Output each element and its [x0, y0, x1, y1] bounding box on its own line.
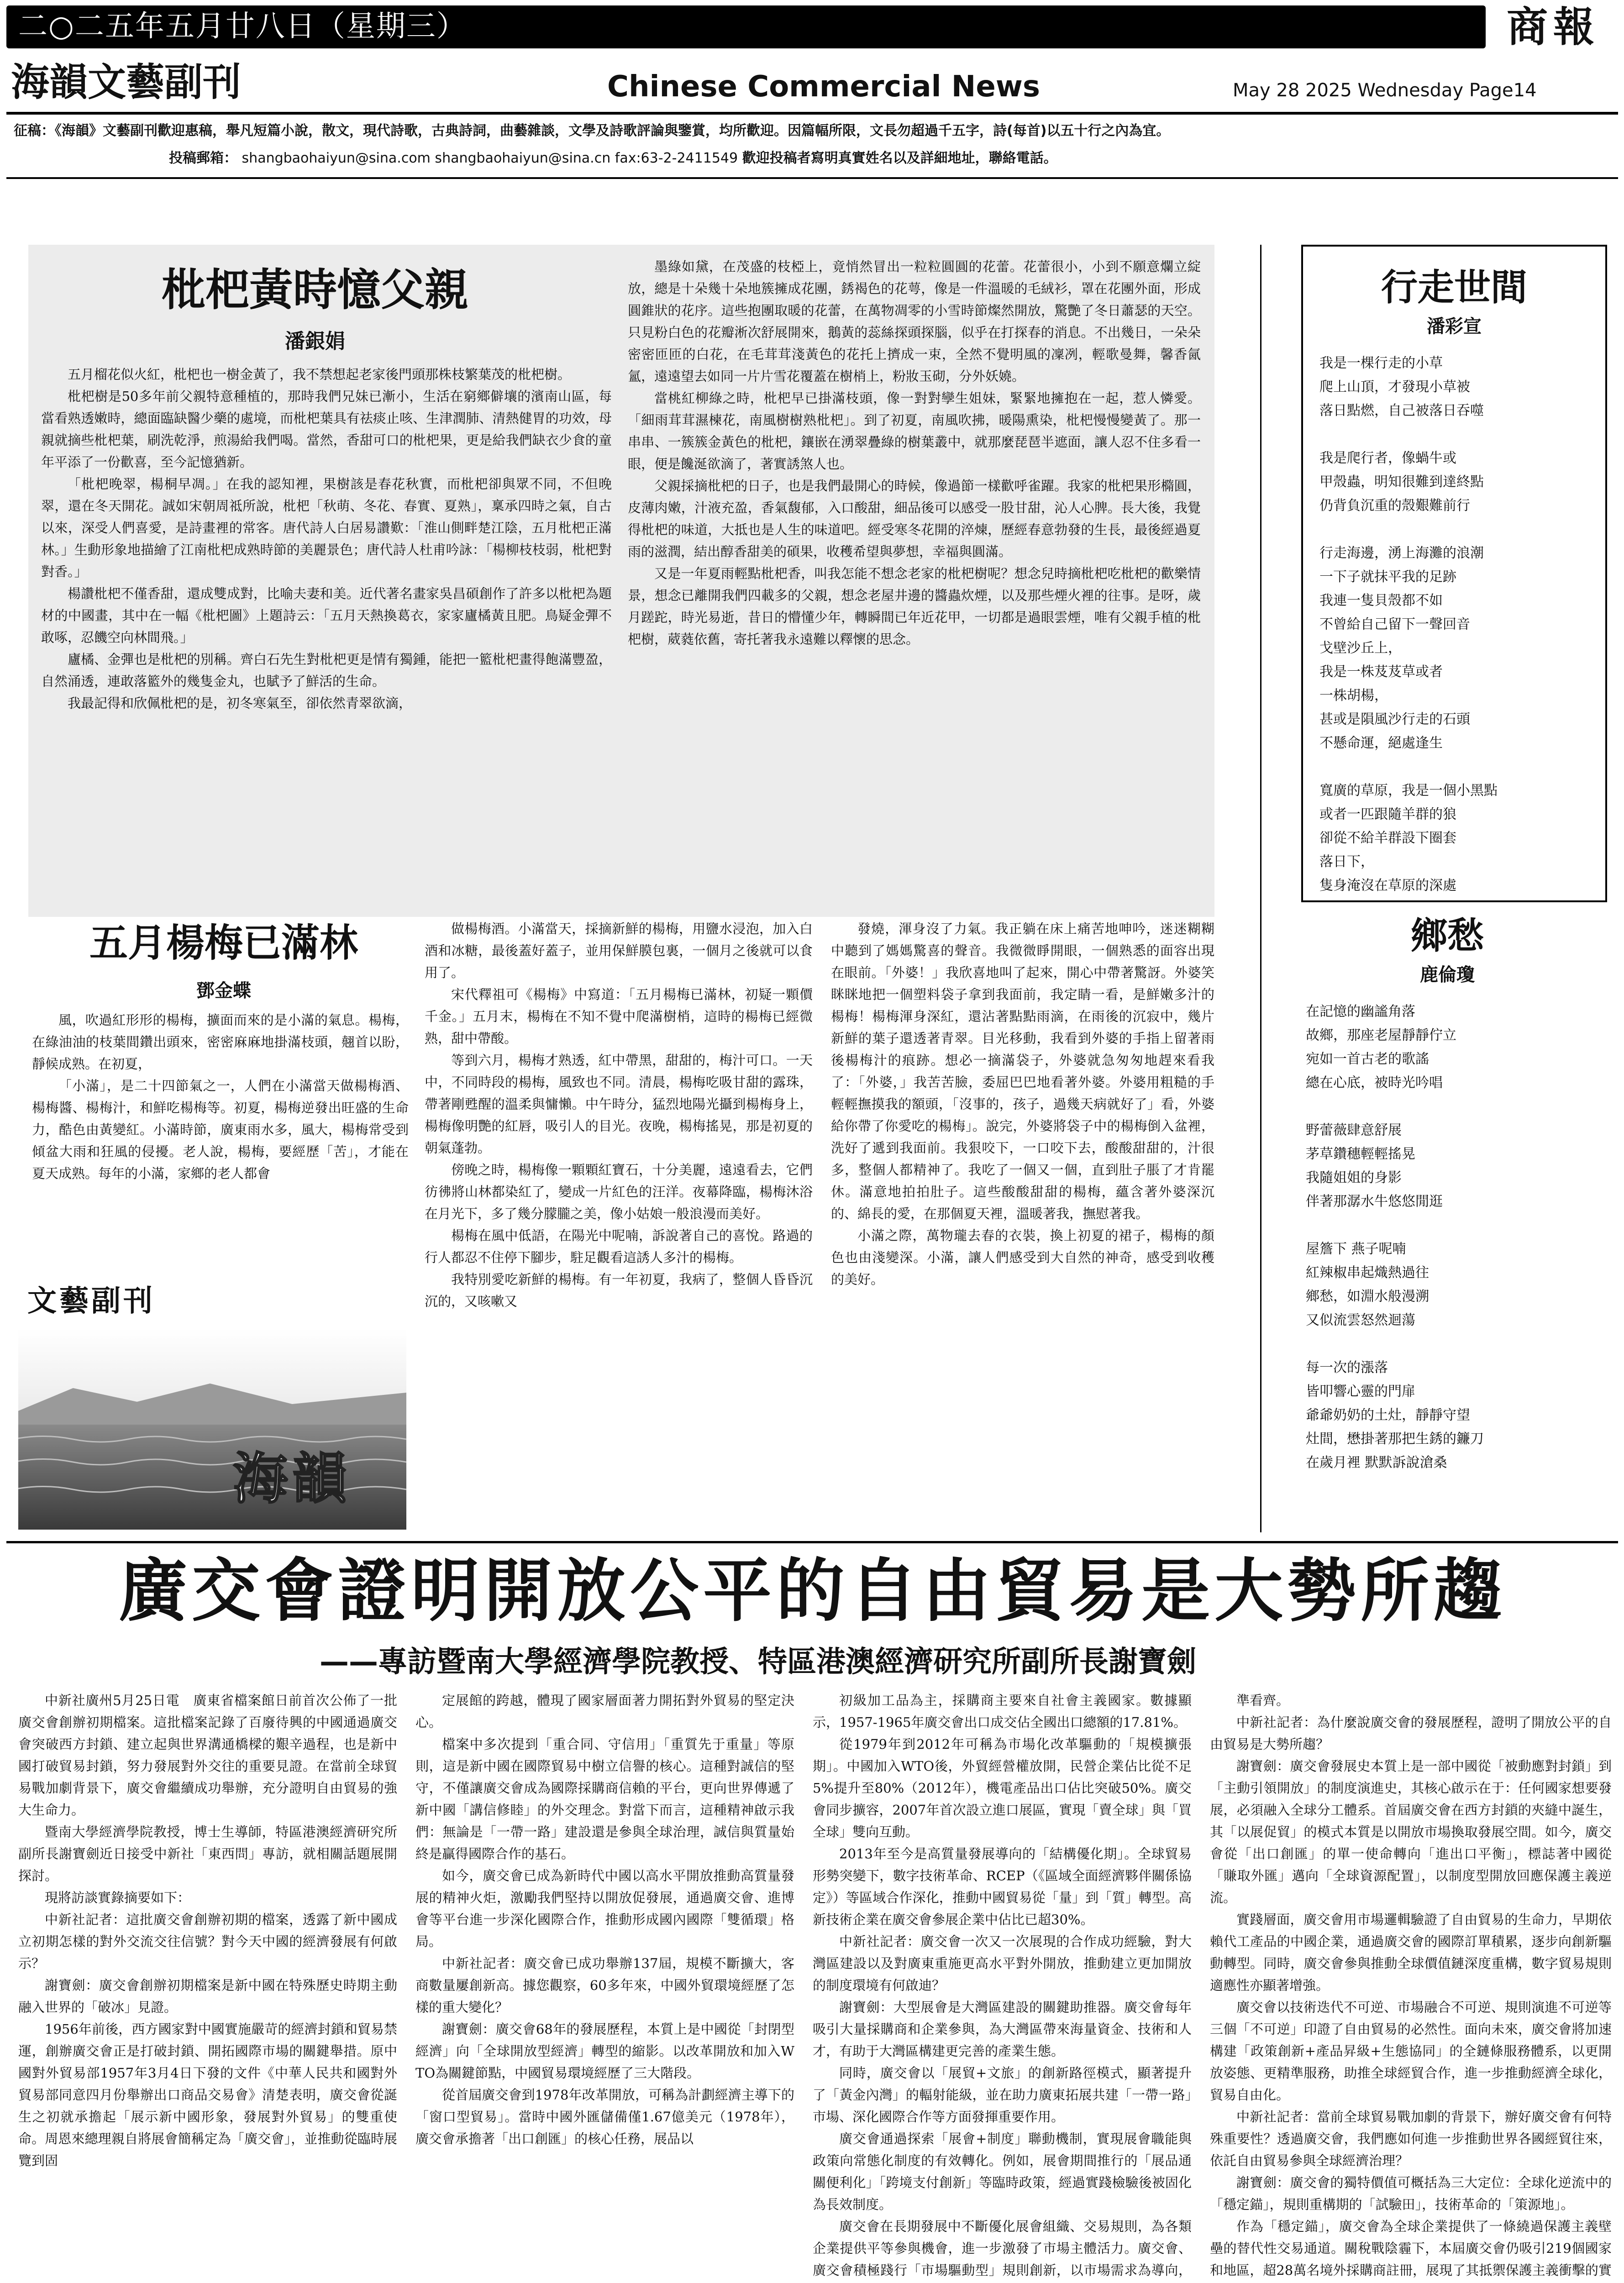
poem-line: 在歲月裡 默默訴說滄桑: [1306, 1455, 1447, 1471]
poem-line: 紅辣椒串起熾熱過往: [1306, 1265, 1429, 1281]
paragraph: 謝寶劍：廣交會發展史本質上是一部中國從「被動應對封鎖」到「主動引領開放」的制度演進史，其核心啟示在于：任何國家想要發展，必須融入全球分工體系。首屆廣交會在西方封鎖的夾縫中誕生，其「以展促貿」的模式本質是以開放市場換取發展空間。如今，廣交會從「出口創匯」的單一使命轉向「進出口平衡」，標誌著中國從「賺取外匯」邁向「全球資源配置」，以制度型開放回應保護主義逆流。: [1210, 1758, 1612, 1905]
logo-text-supplement: 文藝副刊: [27, 1284, 155, 1318]
poem-line: 茅草鑽穗輕輕搖晃: [1306, 1146, 1415, 1162]
paragraph: 發燒，渾身沒了力氣。我正躺在床上痛苦地呻吟，迷迷糊糊中聽到了媽媽驚喜的聲音。我微微睜開眼，一個熟悉的面容出現在眼前。「外婆！」我欣喜地叫了起來，開心中帶著驚訝。外婆笑眯眯地把一個塑料袋子拿到我面前，我定睛一看，是鮮嫩多汁的楊梅！楊梅渾身深紅，還沾著點點雨滴，在雨後的沉寂中，幾片新鮮的葉子還透著青翠。目光移動，我看到外婆的手指上留著雨後楊梅汁的痕跡。想必一摘滿袋子，外婆就急匆匆地趕來看我了：「外婆，」我苦苦臉，委屈巴巴地看著外婆。外婆用粗糙的手輕輕撫摸我的額頭，「沒事的，孩子，過幾天病就好了」看，外婆給你帶了你愛吃的楊梅」。說完，外婆將袋子中的楊梅倒入盆裡，洗好了遞到我面前。我狠咬下，一口咬下去，酸酸甜甜的，汁很多，整個人都精神了。我吃了一個又一個，直到肚子脹了才肯罷休。滿意地拍拍肚子。這些酸酸甜甜的楊梅，蘊含著外婆深沉的、綿長的愛，在那個夏天裡，溫暖著我，撫慰著我。: [831, 921, 1214, 1221]
article-body-loquat-col2: [628, 256, 1201, 909]
email-label: 投稿郵箱：: [169, 150, 237, 166]
paragraph: 墨綠如黛，在茂盛的枝椏上，竟悄然冒出一粒粒圓圓的花蕾。花蕾很小，小到不願意爛立綻放，總是十朵幾十朵地簇擁成花團，銹褐色的花萼，像是一件溫暖的毛絨衫，罩在花團外面，形成圓錐狀的花序。這些抱團取暖的花蕾，在萬物凋零的小雪時節燦然開放，驚艷了冬日蕭瑟的天空。只見粉白色的花瓣淅次舒展開來，鵝黃的蕊絲探頭探腦，似乎在打探春的消息。不出幾日，一朵朵密密匝匝的白花，在毛茸茸淺黃色的花托上擠成一束，全然不覺明風的凜冽，輕歌曼舞，馨香氤氳，遠遠望去如同一片片雪花覆蓋在樹梢上，粉妝玉砌，分外妖嬈。: [628, 259, 1201, 384]
poem-line: 卻從不給羊群設下圈套: [1319, 830, 1456, 846]
poem-body-walking: [1319, 352, 1598, 898]
paragraph: 楊讚枇杷不僅香甜，還成雙成對，比喻夫妻和美。近代著名畫家吳昌碩創作了許多以枇杷為題材的中國畫，其中在一幅《枇杷圖》上題詩云：「五月天熱換葛衣，家家廬橘黃且肥。鳥疑金彈不敢啄，忍饑空向林間飛。」: [41, 586, 612, 645]
edition-line: May 28 2025 Wednesday Page14: [1233, 80, 1537, 101]
poem-author-walking: 潘彩宣: [1427, 316, 1482, 337]
article-author-loquat: 潘銀娟: [285, 330, 345, 353]
paragraph: 如今，廣交會已成為新時代中國以高水平開放推動高質量發展的精神火炬，激勵我們堅持以開放促發展，通過廣交會、進博會等平台進一步深化國際合作，推動形成國內國際「雙循環」格局。: [415, 1868, 794, 1949]
article-body-loquat-col1: [41, 363, 612, 907]
column-divider: [1260, 245, 1261, 1532]
notice-rule: [6, 177, 1618, 179]
paragraph: 五月榴花似火紅，枇杷也一樹金黃了，我不禁想起老家後門頭那株枝繁葉茂的枇杷樹。: [68, 367, 571, 382]
email-note: 歡迎投稿者寫明真實姓名以及詳細地址，聯絡電話。: [742, 150, 1057, 166]
email-addresses: shangbaohaiyun@sina.com shangbaohaiyun@sina.cn fax:63-2-2411549: [242, 150, 738, 166]
literary-supplement-logo: [18, 1274, 406, 1530]
paragraph: 中新社記者：當前全球貿易戰加劇的背景下，辦好廣交會有何特殊重要性？透過廣交會，我們應如何進一步推動世界各國經貿往來，依託自由貿易參與全球經濟治理？: [1210, 2109, 1612, 2168]
poem-line: 一株胡楊，: [1319, 688, 1388, 704]
paragraph: 廣交會在長期發展中不斷優化展會組織、交易規則，為各類企業提供平等參與機會，進一步激發了市場主體活力。廣交會、廣交會積極踐行「市場驅動型」規則創新，以市場需求為導向，: [813, 2219, 1192, 2278]
paragraph: 風，吹過紅形形的楊梅，擴面而來的是小滿的氣息。楊梅，在綠油油的枝葉間鑽出頭來，密密麻麻地掛滿枝頭，翹首以盼，靜候成熟。在初夏，: [32, 1012, 409, 1072]
poem-title-nostalgia: 鄉愁: [1411, 915, 1484, 957]
paragraph: 枇杷樹是50多年前父親特意種植的，那時我們兄妹已漸小，生活在窮鄉僻壤的濱南山區，每當看熟透嫩時，總面臨缺醫少藥的處境，而枇杷葉具有祛痰止咳、生津潤肺、清熱健胃的功效，母親就摘些枇杷葉，刷洗乾淨，煎湯給我們喝。當然，香甜可口的枇杷果，更是給我們缺衣少食的童年平添了一份歡喜，至今記憶猶新。: [41, 389, 612, 470]
poem-line: 故鄉，那座老屋靜靜佇立: [1306, 1027, 1456, 1043]
poem-line: 或者一匹跟隨羊群的狼: [1319, 806, 1456, 822]
poem-line: 總在心底，被時光吟唱: [1306, 1075, 1443, 1091]
poem-line: 甲殼蟲，明知很難到達終點: [1319, 474, 1484, 490]
poem-line: 落日點燃，自己被落日吞噬: [1319, 403, 1484, 419]
article-body-bayberry-col1: [32, 1009, 409, 1265]
poem-line: 我是一棵行走的小草: [1319, 355, 1443, 371]
paragraph: 同時，廣交會以「展貿+文旅」的創新路徑模式，顯著提升了「黃金內灣」的輻射能級，並在助力廣東拓展共建「一帶一路」市場、深化國際合作等方面發揮重要作用。: [813, 2065, 1192, 2125]
feature-body-col4: [1210, 1689, 1612, 2283]
paragraph: 中新社記者：廣交會一次又一次展現的合作成功經驗，對大灣區建設以及對廣東重施更高水平對外開放，推動建立更加開放的制度環境有何啟迪？: [813, 1934, 1192, 1993]
paragraph: 楊梅在風中低語，在陽光中呢喃，訴說著自己的喜悅。路過的行人都忍不住停下腳步，駐足觀看這誘人多汁的楊梅。: [425, 1228, 813, 1265]
english-title: Chinese Commercial News: [607, 70, 1040, 104]
poem-line: 仍背負沉重的殼艱難前行: [1319, 498, 1470, 514]
article-author-bayberry: 鄧金蝶: [196, 980, 251, 1001]
poem-line: 行走海邊，湧上海灘的浪潮: [1319, 545, 1484, 561]
poem-line: 寬廣的草原，我是一個小黑點: [1319, 783, 1498, 799]
article-body-bayberry-col3: [831, 918, 1214, 1530]
poem-line: [1319, 423, 1598, 447]
paragraph: 中新社記者：廣交會已成功舉辦137屆，規模不斷擴大，客商數量屢創新高。據您觀察，60多年來，中國外貿環境經歷了怎樣的重大變化？: [415, 1956, 794, 2015]
article-title-bayberry: 五月楊梅已滿林: [89, 921, 358, 965]
poem-line: 野蕾薇肆意舒展: [1306, 1122, 1402, 1138]
poem-line: 我連一隻貝殼都不如: [1319, 593, 1443, 609]
submission-notice: 征稿：《海韻》文藝副刊歡迎惠稿，舉凡短篇小說，散文，現代詩歌，古典詩詞，曲藝雜談，文學及詩歌評論與鑒賞，均所歡迎。因篇幅所限，文長勿超過千五字，詩(每首)以五十行之內為宜。: [14, 123, 1170, 139]
paragraph: 實踐層面，廣交會用市場邏輯驗證了自由貿易的生命力，早期依賴代工產品的中國企業，通過廣交會的國際訂單積累，逐步向創新驅動轉型。同時，廣交會參與推動全球價值鏈深度重構，數字貿易規則適應性亦顯著增強。: [1210, 1912, 1612, 1993]
poem-author-nostalgia: 鹿倫瓊: [1420, 964, 1475, 985]
submission-email-line: [169, 147, 1057, 170]
paragraph: 小滿之際，萬物瓏去春的衣裝，換上初夏的裙子，楊梅的顏色也由淺變深。小滿，讓人們感受到大自然的神奇，感受到收穫的美好。: [831, 1228, 1214, 1287]
paragraph: 廣交會以技術迭代不可逆、市場融合不可逆、規則演進不可逆等三個「不可逆」印證了自由貿易的必然性。面向未來，廣交會將加速構建「政策創新+產品昇級+生態協同」的全鏈條服務體系，以更開放姿態、更精準服務，助推全球經貿合作，進一步推動經濟全球化，貿易自由化。: [1210, 1999, 1612, 2103]
poem-line: 屋簷下 燕子呢喃: [1306, 1241, 1406, 1257]
masthead-rule: [6, 112, 1618, 115]
paragraph: 父親採摘枇杷的日子，也是我們最開心的時候，像過節一樣歡呼雀躍。我家的枇杷果形橢圓，皮薄肉嫩，汁液充盈，香氣馥郁，入口酸甜，細品後可以感受一股甘甜，沁人心脾。長大後，我覺得枇杷的味道，大抵也是人生的味道吧。經受寒冬花開的淬煉，歷經春意勃發的生長，最後經過夏雨的滋潤，結出醇香甜美的碩果，收穫希望與夢想，幸福與圓滿。: [628, 478, 1201, 559]
poem-line: 伴著那潺水牛悠悠閒逛: [1306, 1194, 1443, 1210]
paragraph: 檔案中多次提到「重合同、守信用」「重質先于重量」等原則，這是新中國在國際貿易中樹立信譽的核心。這種對誠信的堅守，不僅讓廣交會成為國際採購商信賴的平台，更向世界傳遞了新中國「講信修睦」的外交理念。對當下而言，這種精神啟示我們：無論是「一帶一路」建設還是參與全球治理，誠信與質量始終是贏得國際合作的基石。: [415, 1736, 794, 1862]
poem-line: 不懸命運，絕處逢生: [1319, 735, 1443, 751]
poem-title-walking: 行走世間: [1381, 266, 1527, 309]
paragraph: 2013年至今是高質量發展導向的「結構優化期」。全球貿易形勢突變下，數字技術革命、RCEP（《區域全面經濟夥伴關係協定》）等區域合作深化，推動中國貿易從「量」到「質」轉型。高新技術企業在廣交會參展企業中佔比已超30%。: [813, 1846, 1192, 1927]
poem-line: [1319, 755, 1598, 779]
paragraph: 我特別愛吃新鮮的楊梅。有一年初夏，我病了，整個人昏昏沉沉的，又咳嗽又: [425, 1272, 813, 1309]
poem-line: 又似流雲怒然迴蕩: [1306, 1312, 1415, 1328]
paper-logo: 商報: [1507, 3, 1600, 51]
poem-line: 鄉愁，如淵水般漫溯: [1306, 1289, 1429, 1305]
paragraph: 準看齊。: [1236, 1693, 1290, 1708]
date-line: 二○二五年五月廿八日（星期三）: [18, 10, 467, 43]
paragraph: 暨南大學經濟學院教授，博士生導師，特區港澳經濟研究所副所長謝寶劍近日接受中新社「東西問」專訪，就相關話題展開探討。: [18, 1824, 397, 1883]
feature-body-col2: [415, 1689, 794, 2283]
feature-headline: 廣交會證明開放公平的自由貿易是大勢所趨: [118, 1552, 1507, 1631]
paragraph: 初級加工品為主，採購商主要來自社會主義國家。數據顯示，1957-1965年廣交會出口成交佔全國出口總額的17.81%。: [813, 1693, 1192, 1730]
poem-body-nostalgia: [1306, 1000, 1607, 1475]
paragraph: 謝寶劍：大型展會是大灣區建設的關鍵助推器。廣交會每年吸引大量採購商和企業參與，為大灣區帶來海量資金、技術和人才，有助于大灣區構建更完善的產業生態。: [813, 1999, 1192, 2059]
poem-line: 爺爺奶奶的土灶，靜靜守望: [1306, 1407, 1470, 1423]
poem-line: 隻身淹沒在草原的深處: [1319, 878, 1456, 894]
paragraph: 從首屆廣交會到1978年改革開放，可稱為計劃經濟主導下的「窗口型貿易」。當時中國外匯儲備僅1.67億美元（1978年），廣交會承擔著「出口創匯」的核心任務，展品以: [415, 2087, 794, 2146]
poem-line: 爬上山頂，才發現小草被: [1319, 379, 1470, 395]
feature-top-rule: [6, 1541, 1618, 1543]
poem-line: 我隨姐姐的身影: [1306, 1170, 1402, 1186]
article-body-bayberry-col2: [425, 918, 813, 1530]
paragraph: 作為「穩定錨」，廣交會為全球企業提供了一條繞過保護主義壁壘的替代性交易通道。關稅戰陰霾下，本屆廣交會仍吸引219個國家和地區，超28萬名境外採購商註冊，展現了其抵禦保護主義衝擊的實: [1210, 2219, 1612, 2278]
poem-line: [1306, 1095, 1607, 1119]
poem-line: [1319, 518, 1598, 542]
paragraph: 廣交會通過探索「展會+制度」聯動機制，實現展會職能與政策向常態化制度的有效轉化。例如，展會期間推行的「展品通關便利化」「跨境支付創新」等臨時政策，經過實踐檢驗後被固化為長效制度。: [813, 2131, 1192, 2212]
paragraph: 做楊梅酒。小滿當天，採摘新鮮的楊梅，用鹽水浸泡，加入白酒和冰糖，最後蓋好蓋子，並用保鮮膜包裏，一個月之後就可以食用了。: [425, 921, 813, 980]
paragraph: 當桃紅柳綠之時，枇杷早已掛滿枝頭，像一對對孿生姐妹，緊緊地擁抱在一起，惹人憐愛。「細雨茸茸濕楝花，南風樹樹熟枇杷」。到了初夏，南風吹拂，暖陽熏染，枇杷慢慢變黃了。那一串串、一簇簇金黃色的枇杷，鑲嵌在湧翠疊綠的樹葉叢中，就那麼琵琶半遮面，讓人忍不住多看一眼，便是饞涎欲滴了，著實誘煞人也。: [628, 390, 1201, 472]
poem-line: 每一次的漲落: [1306, 1360, 1388, 1376]
paragraph: 中新社記者：這批廣交會創辦初期的檔案，透露了新中國成立初期怎樣的對外交流交往信號？對今天中國的經濟發展有何啟示？: [18, 1912, 397, 1971]
paragraph: 又是一年夏雨輕點枇杷香，叫我怎能不想念老家的枇杷樹呢？想念兒時摘枇杷吃枇杷的歡樂情景，想念已離開我們四載多的父親，想念老屋井邊的醬蟲炊煙，以及那些煙火裡的往事。是呀，歲月蹉跎，時光易逝，昔日的懵懂少年，轉瞬間已年近花甲，一切都是過眼雲煙，唯有父親手植的枇杷樹，葳蕤依舊，寄托著我永遠難以釋懷的思念。: [628, 566, 1201, 647]
feature-body-col3: [813, 1689, 1192, 2283]
feature-subhead: ——專訪暨南大學經濟學院教授、特區港澳經濟研究所副所長謝寶劍: [320, 1645, 1196, 1679]
paragraph: 廬橘、金彈也是枇杷的別稱。齊白石先生對枇杷更是情有獨鍾，能把一籃枇杷畫得飽滿豐盈，自然涌透，連敢落籃外的幾隻金丸，也賦予了鮮活的生命。: [41, 652, 612, 689]
poem-line: 戈壁沙丘上，: [1319, 640, 1402, 656]
paragraph: 現將訪談實錄摘要如下：: [45, 1890, 191, 1905]
poem-line: 灶間，懋掛著那把生銹的鐮刀: [1306, 1431, 1484, 1447]
paragraph: 「小滿」，是二十四節氣之一，人們在小滿當天做楊梅酒、楊梅醬、楊梅汁，和鮮吃楊梅等。初夏，楊梅逆發出旺盛的生命力，酷色由黃變紅。小滿時節，廣東雨水多，風大，楊梅常受到傾盆大雨和狂風的侵擾。老人說，楊梅，要經歷「苦」，才能在夏天成熟。每年的小滿，家鄉的老人都會: [32, 1078, 409, 1181]
poem-line: 不曾給自己留下一聲回音: [1319, 616, 1470, 632]
poem-line: 我是爬行者，像蝸牛或: [1319, 450, 1456, 466]
column-name: 海韻文藝副刊: [11, 60, 242, 105]
paragraph: 我最記得和欣佩枇杷的是，初冬寒氣至，卻依然青翠欲滴，: [68, 695, 412, 711]
poem-line: [1306, 1214, 1607, 1237]
paragraph: 宋代釋祖可《楊梅》中寫道：「五月楊梅已滿林，初疑一顆價千金。」五月末，楊梅在不知不覺中爬滿樹梢，這時的楊梅已經微熟，甜中帶酸。: [425, 987, 813, 1046]
poem-line: 宛如一首古老的歌謠: [1306, 1051, 1429, 1067]
poem-line: 一下子就抹平我的足跡: [1319, 569, 1456, 585]
article-title-loquat: 枇杷黃時憶父親: [162, 264, 468, 316]
poem-line: [1306, 1332, 1607, 1356]
paragraph: 傍晚之時，楊梅像一顆顆紅寶石，十分美麗，遠遠看去，它們彷彿將山林都染紅了，變成一片紅色的汪洋。夜幕降臨，楊梅沐浴在月光下，多了幾分朦朧之美，像小姑娘一般浪漫而美好。: [425, 1162, 813, 1221]
logo-text-haiyun: 海韻: [233, 1447, 352, 1511]
poem-line: 落日下，: [1319, 854, 1374, 870]
poem-line: 在記憶的幽謐角落: [1306, 1004, 1415, 1020]
poem-line: 皆叩響心靈的門扉: [1306, 1383, 1415, 1399]
paragraph: 謝寶劍：廣交會創辦初期檔案是新中國在特殊歷史時期主動融入世界的「破冰」見證。: [18, 1978, 397, 2015]
feature-body-col1: [18, 1689, 397, 2283]
paragraph: 「枇杷晚翠，楊桐早凋。」在我的認知裡，果樹該是春花秋實，而枇杷卻與眾不同，不但晚翠，還在冬天開花。誠如宋朝周祗所說，枇杷「秋萌、冬花、春實、夏熟」，稟承四時之氣，自古以來，深受人們喜愛，是詩畫裡的常客。唐代詩人白居易讚歎：「淮山側畔楚江陰，五月枇杷正滿林。」生動形象地描繪了江南枇杷成熟時節的美麗景色；唐代詩人杜甫吟詠：「楊柳枝枝弱，枇杷對對香。」: [41, 476, 612, 579]
paragraph: 定展館的跨越，體現了國家層面著力開拓對外貿易的堅定決心。: [415, 1693, 794, 1730]
poem-line: 我是一株芨芨草或者: [1319, 664, 1443, 680]
poem-line: 甚或是隕風沙行走的石頭: [1319, 711, 1470, 727]
paragraph: 中新社記者：為什麼說廣交會的發展歷程，證明了開放公平的自由貿易是大勢所趨？: [1210, 1715, 1612, 1752]
paragraph: 中新社廣州5月25日電 廣東省檔案館日前首次公佈了一批廣交會創辦初期檔案。這批檔案記錄了百廢待興的中國通過廣交會突破西方封鎖、建立起與世界溝通橋樑的艱辛過程，也是新中國打破貿易封鎖，努力發展對外交往的重要見證。在當前全球貿易戰加劇背景下，廣交會繼續成功舉辦，充分證明自由貿易的強大生命力。: [18, 1693, 397, 1818]
paragraph: 謝寶劍：廣交會68年的發展歷程，本質上是中國從「封閉型經濟」向「全球開放型經濟」轉型的縮影。以改革開放和加入WTO為關鍵節點，中國貿易環境經歷了三大階段。: [415, 2021, 794, 2081]
paragraph: 1956年前後，西方國家對中國實施嚴苛的經濟封鎖和貿易禁運，創辦廣交會正是打破封鎖、開拓國際市場的關鍵舉措。原中國對外貿易部1957年3月4日下發的文件《中華人民共和國對外貿易部同意四月份舉辦出口商品交易會》清楚表明，廣交會從誕生之初就承擔起「展示新中國形象，發展對外貿易」的雙重使命。周恩來總理親自將展會簡稱定為「廣交會」，並推動從臨時展覽到固: [18, 2021, 397, 2168]
paragraph: 等到六月，楊梅才熟透，紅中帶黑，甜甜的，梅汁可口。一天中，不同時段的楊梅，風致也不同。清晨，楊梅吃吸甘甜的露珠，帶著剛甦醒的溫柔與慵懶。中午時分，猛烈地陽光攝到楊梅身上，楊梅像明艷的紅唇，吸引人的目光。夜晚，楊梅搖晃，那是初夏的朝氣蓬勃。: [425, 1052, 813, 1156]
paragraph: 謝寶劍：廣交會的獨特價值可概括為三大定位：全球化逆流中的「穩定錨」，規則重構期的「試驗田」，技術革命的「策源地」。: [1210, 2175, 1612, 2212]
paragraph: 從1979年到2012年可稱為市場化改革驅動的「規模擴張期」。中國加入WTO後，外貿經營權放開，民營企業佔比從不足5%提升至80%（2012年），機電產品出口佔比突破50%。廣交會同步擴容，2007年首次設立進口展區，實現「賣全球」與「買全球」雙向互動。: [813, 1736, 1192, 1840]
